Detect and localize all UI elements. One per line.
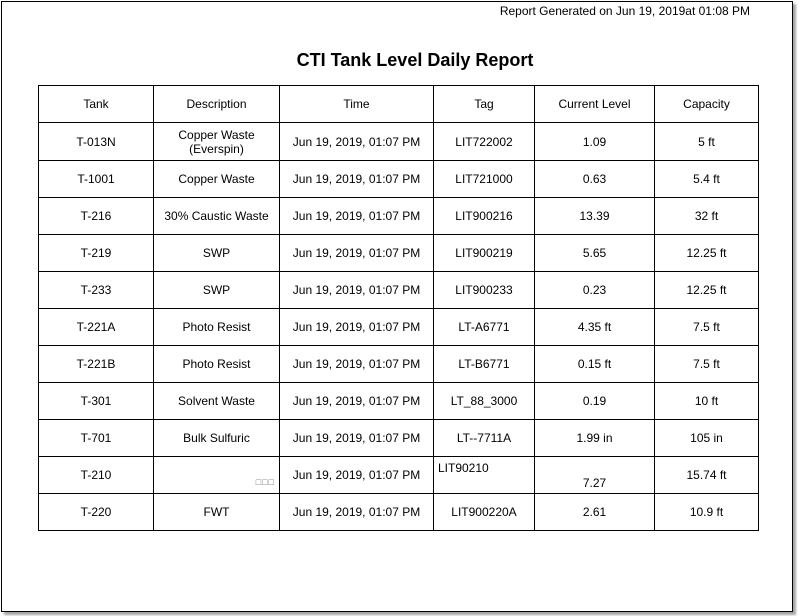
table-row	[39, 494, 759, 531]
current-level-cell: 0.15 ft	[535, 346, 655, 383]
tag-cell: LIT900219	[434, 235, 535, 272]
column-header-time: Time	[280, 86, 434, 123]
tag-cell: LT_88_3000	[434, 383, 535, 420]
time-cell: Jun 19, 2019, 01:07 PM	[280, 420, 434, 457]
capacity-cell: 5 ft	[655, 123, 759, 161]
description-cell	[154, 457, 280, 494]
description-line: Copper Waste	[178, 127, 255, 142]
current-level-cell: 0.23	[535, 272, 655, 309]
current-level-cell: 5.65	[535, 235, 655, 272]
description-cell: Bulk Sulfuric	[154, 420, 280, 457]
column-header-tag: Tag	[434, 86, 535, 123]
tank-cell: T-210	[39, 457, 154, 494]
current-level-cell: 2.61	[535, 494, 655, 531]
tag-cell: LT-B6771	[434, 346, 535, 383]
description-line: (Everspin)	[189, 141, 244, 156]
current-level-cell: 4.35 ft	[535, 309, 655, 346]
column-header-current-level: Current Level	[535, 86, 655, 123]
tank-cell: T-701	[39, 420, 154, 457]
current-level-value: 7.27	[582, 476, 607, 490]
tag-cell: LIT900216	[434, 198, 535, 235]
time-cell: Jun 19, 2019, 01:07 PM	[280, 161, 434, 198]
tank-cell: T-216	[39, 198, 154, 235]
table-row	[39, 346, 759, 383]
tank-cell: T-221A	[39, 309, 154, 346]
time-cell: Jun 19, 2019, 01:07 PM	[280, 494, 434, 531]
report-title: CTI Tank Level Daily Report	[296, 50, 534, 70]
tank-cell: T-233	[39, 272, 154, 309]
description-cell: FWT	[154, 494, 280, 531]
current-level-cell	[535, 457, 655, 494]
capacity-cell: 10 ft	[655, 383, 759, 420]
missing-glyph-placeholder: □□□	[255, 477, 275, 487]
capacity-cell: 32 ft	[655, 198, 759, 235]
time-cell: Jun 19, 2019, 01:07 PM	[280, 272, 434, 309]
time-cell: Jun 19, 2019, 01:07 PM	[280, 198, 434, 235]
time-cell: Jun 19, 2019, 01:07 PM	[280, 457, 434, 494]
current-level-cell: 0.19	[535, 383, 655, 420]
time-cell: Jun 19, 2019, 01:07 PM	[280, 383, 434, 420]
time-cell: Jun 19, 2019, 01:07 PM	[280, 309, 434, 346]
tag-cell: LIT721000	[434, 161, 535, 198]
current-level-cell: 0.63	[535, 161, 655, 198]
capacity-cell: 10.9 ft	[655, 494, 759, 531]
description-cell: Photo Resist	[154, 309, 280, 346]
tag-cell: LT--7711A	[434, 420, 535, 457]
table-row	[39, 235, 759, 272]
capacity-cell: 7.5 ft	[655, 346, 759, 383]
tag-cell: LIT900220A	[434, 494, 535, 531]
capacity-cell: 7.5 ft	[655, 309, 759, 346]
time-cell: Jun 19, 2019, 01:07 PM	[280, 346, 434, 383]
capacity-cell: 105 in	[655, 420, 759, 457]
capacity-cell: 15.74 ft	[655, 457, 759, 494]
tag-value: LIT90210	[438, 461, 489, 475]
tank-cell: T-013N	[39, 123, 154, 161]
current-level-cell: 13.39	[535, 198, 655, 235]
capacity-cell: 12.25 ft	[655, 235, 759, 272]
column-header-capacity: Capacity	[655, 86, 759, 123]
table-row	[39, 383, 759, 420]
table-row	[39, 420, 759, 457]
tank-cell: T-220	[39, 494, 154, 531]
description-cell: Solvent Waste	[154, 383, 280, 420]
current-level-cell: 1.09	[535, 123, 655, 161]
table-row	[39, 161, 759, 198]
tank-cell: T-219	[39, 235, 154, 272]
tag-cell: LIT900233	[434, 272, 535, 309]
description-cell: Photo Resist	[154, 346, 280, 383]
table-row	[39, 272, 759, 309]
tag-cell	[434, 457, 535, 494]
description-cell	[154, 123, 280, 161]
tag-cell: LIT722002	[434, 123, 535, 161]
capacity-cell: 12.25 ft	[655, 272, 759, 309]
tank-cell: T-1001	[39, 161, 154, 198]
description-cell: Copper Waste	[154, 161, 280, 198]
table-row	[39, 123, 759, 161]
report-generated-timestamp: Report Generated on Jun 19, 2019at 01:08 PM	[499, 4, 750, 18]
column-header-tank: Tank	[39, 86, 154, 123]
tank-cell: T-221B	[39, 346, 154, 383]
table-row	[39, 457, 759, 494]
capacity-cell: 5.4 ft	[655, 161, 759, 198]
tank-level-table	[38, 85, 759, 531]
tag-cell: LT-A6771	[434, 309, 535, 346]
column-header-description: Description	[154, 86, 280, 123]
table-row	[39, 309, 759, 346]
tank-cell: T-301	[39, 383, 154, 420]
table-header-row	[39, 86, 759, 123]
current-level-cell: 1.99 in	[535, 420, 655, 457]
description-cell: 30% Caustic Waste	[154, 198, 280, 235]
description-cell: SWP	[154, 235, 280, 272]
time-cell: Jun 19, 2019, 01:07 PM	[280, 235, 434, 272]
table-row	[39, 198, 759, 235]
description-cell: SWP	[154, 272, 280, 309]
time-cell: Jun 19, 2019, 01:07 PM	[280, 123, 434, 161]
